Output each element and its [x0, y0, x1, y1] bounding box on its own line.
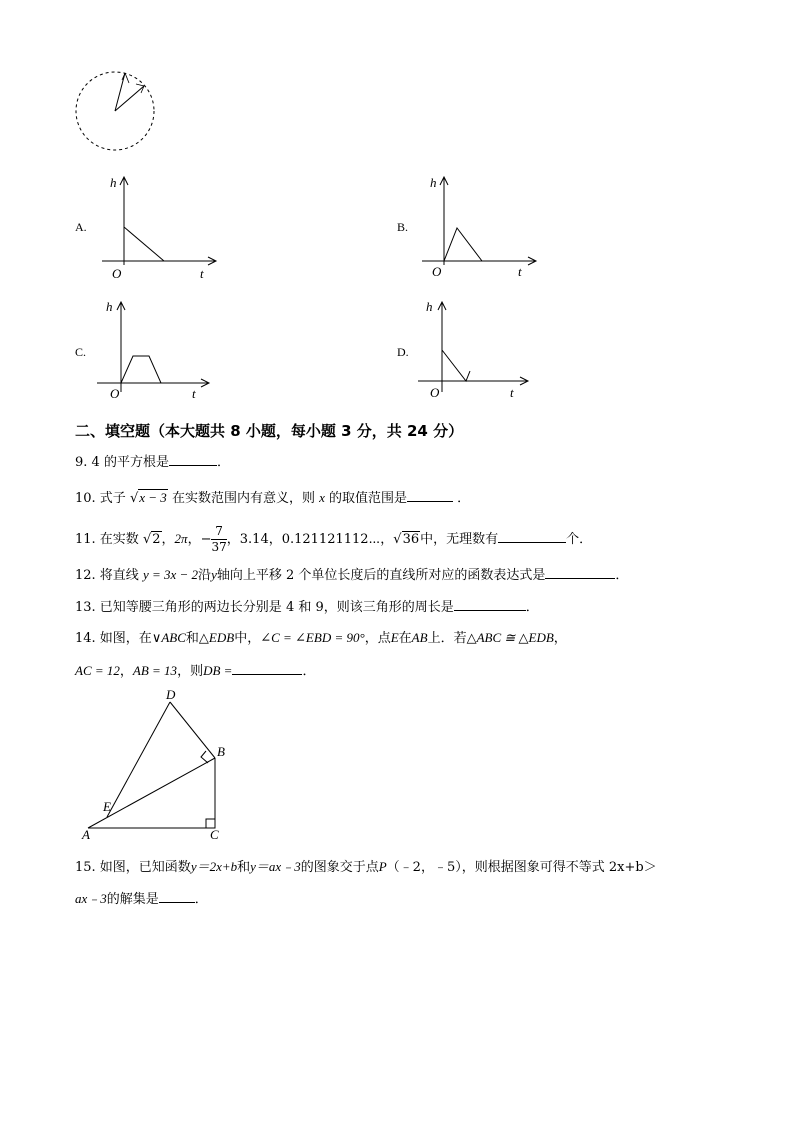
- q11-pi: 2π: [174, 531, 188, 546]
- q10-pre: 10. 式子: [75, 491, 126, 506]
- q14-triangle-edb: △EDB: [198, 630, 235, 645]
- q11-neg: −: [200, 532, 212, 547]
- graph-b-o: O: [432, 264, 442, 279]
- q11-end: 个．: [566, 532, 593, 547]
- q10-post: 在实数范围内有意义，则: [171, 491, 315, 506]
- graph-a-h: h: [110, 175, 117, 190]
- q15-intro: 15. 如图，已知函数: [75, 860, 191, 875]
- q14-point: ，点: [364, 631, 391, 646]
- label-d: D: [166, 687, 176, 702]
- q13-answer-blank[interactable]: [454, 598, 526, 611]
- graph-c-t: t: [192, 386, 196, 401]
- graph-b-t: t: [518, 264, 522, 279]
- q12-post: 沿: [198, 568, 212, 583]
- q15-and: 和: [237, 860, 251, 875]
- q11-sqrt36: √36: [393, 532, 420, 547]
- q14-and: 和: [185, 631, 199, 646]
- q10-sqrt: √x − 3: [129, 490, 167, 506]
- option-d-label[interactable]: D.: [397, 345, 409, 359]
- q14-e: E: [390, 630, 399, 645]
- label-c: C: [210, 827, 219, 842]
- q9-end: ．: [216, 455, 230, 470]
- q10-end: ．: [457, 491, 471, 506]
- graph-d-t: t: [510, 385, 514, 400]
- q12-answer-blank[interactable]: [545, 566, 615, 579]
- q9-answer-blank[interactable]: [169, 453, 217, 466]
- question-14-line2: AC = 12，AB = 13，则DB = ．: [75, 663, 316, 679]
- q15-end: ．: [194, 892, 208, 907]
- question-10: [75, 489, 470, 508]
- q10-answer-blank[interactable]: [407, 489, 453, 502]
- q10-var: x: [319, 490, 325, 505]
- q9-text: 9. 4 的平方根是: [75, 455, 169, 470]
- q12-var: y: [211, 567, 217, 582]
- q15-expr: ax﹣3: [75, 891, 107, 906]
- graph-b-h: h: [430, 175, 437, 190]
- question-13: [75, 598, 539, 617]
- graph-a-t: t: [200, 266, 204, 281]
- q15-point: （﹣2，﹣5），则根据图象可得不等式 2x+b＞: [386, 860, 657, 875]
- graph-a-o: O: [112, 266, 122, 281]
- q14-triangle-abc: ∨ABC: [151, 630, 186, 645]
- q14-comma: ，: [553, 631, 567, 646]
- q11-pre: 11. 在实数: [75, 532, 139, 547]
- question-14-line1: [75, 629, 567, 648]
- triangle-figure: [80, 690, 230, 840]
- q15-solution: 的解集是: [106, 892, 159, 907]
- q10-expr: x − 3: [139, 490, 167, 505]
- q11-answer-blank[interactable]: [498, 530, 566, 543]
- option-c-label[interactable]: C.: [75, 345, 87, 359]
- q14-congruence: △ABC ≅ △EDB: [466, 630, 554, 645]
- q14-end: ．: [302, 664, 316, 679]
- clock-circle-figure: [70, 68, 160, 158]
- q13-text: 13. 已知等腰三角形的两边长分别是 4 和 9，则该三角形的周长是: [75, 600, 454, 615]
- graph-d-h: h: [426, 299, 433, 314]
- label-a: A: [82, 827, 90, 842]
- graph-c: [97, 300, 217, 400]
- section-title: 二、填空题（本大题共 8 小题，每小题 3 分，共 24 分）: [75, 422, 464, 440]
- q15-p: P: [378, 859, 387, 874]
- question-11: 11. 在实数 √2，2π，− $\frac{7}{37}$ ，3.14，0.121121112⋯，√36中，无理数有 个．: [75, 524, 593, 554]
- q12-pre: 12. 将直线: [75, 568, 139, 583]
- q11-sqrt2: √2: [142, 532, 161, 547]
- question-15-line2: [75, 890, 208, 909]
- q14-ab13: AB = 13: [132, 663, 178, 678]
- question-15-line1: [75, 858, 657, 877]
- q14-ab: AB: [411, 630, 428, 645]
- q13-end: ．: [525, 600, 539, 615]
- q15-answer-blank[interactable]: [159, 890, 195, 903]
- q14-intro: 14. 如图，在: [75, 631, 152, 646]
- graph-c-o: O: [110, 386, 120, 401]
- q15-f1: y＝2x+b: [190, 859, 238, 874]
- q14-answer-blank[interactable]: [232, 662, 302, 675]
- q14-then: ，则: [177, 664, 204, 679]
- question-12: [75, 566, 628, 585]
- q15-mid: 的图象交于点: [300, 860, 379, 875]
- q11-list: ，3.14，0.121121112⋯，: [226, 532, 394, 547]
- q14-mid: 中，: [234, 631, 261, 646]
- graph-d-o: O: [430, 385, 440, 400]
- graph-b: [420, 175, 540, 275]
- q14-ac: AC = 12: [75, 663, 120, 678]
- label-e: E: [103, 799, 111, 814]
- label-b: B: [217, 744, 225, 759]
- q10-post2: 的取值范围是: [329, 491, 408, 506]
- q14-db: DB =: [203, 663, 233, 678]
- q11-fraction: $\frac{7}{37}$: [211, 524, 227, 554]
- q15-f2: y＝ax﹣3: [250, 859, 301, 874]
- q14-on: 在: [398, 631, 412, 646]
- option-b-label[interactable]: B.: [397, 220, 409, 234]
- question-9: [75, 453, 230, 472]
- q12-end: ．: [615, 568, 629, 583]
- graph-a: [100, 175, 220, 275]
- q12-eq: y = 3x − 2: [142, 567, 199, 582]
- q12-post2: 轴向上平移 2 个单位长度后的直线所对应的函数表达式是: [216, 568, 546, 583]
- q14-if: 上．若: [427, 631, 467, 646]
- q14-angle: ∠C = ∠EBD = 90°: [260, 630, 365, 645]
- q11-post: 中，无理数有: [420, 532, 499, 547]
- graph-c-h: h: [106, 299, 113, 314]
- option-a-label[interactable]: A.: [75, 220, 87, 234]
